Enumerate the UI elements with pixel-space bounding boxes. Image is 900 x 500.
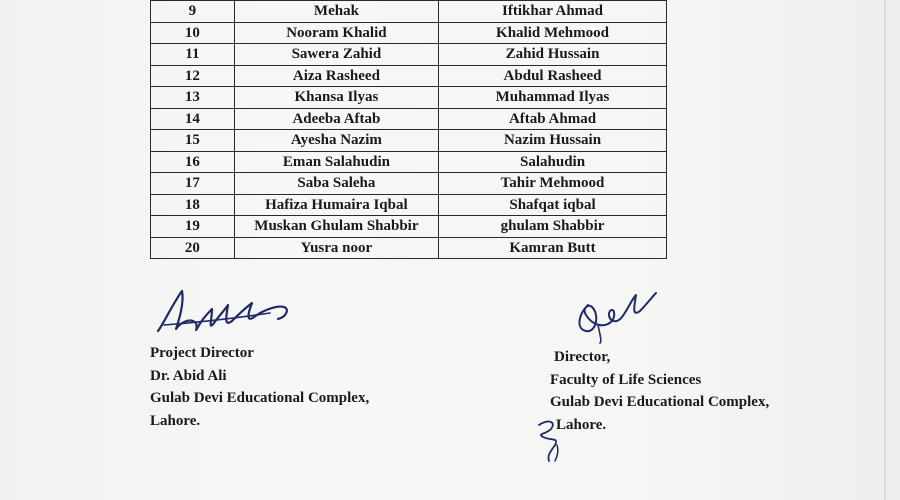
serial-number-cell: 17: [151, 173, 235, 195]
student-name-cell: Hafiza Humaira Iqbal: [234, 194, 438, 216]
student-name-cell: Aiza Rasheed: [234, 65, 438, 87]
father-name-cell: Salahudin: [439, 151, 667, 173]
father-name-cell: Kamran Butt: [439, 237, 667, 259]
project-director-block: [150, 342, 369, 432]
father-name-cell: Abdul Rasheed: [439, 65, 667, 87]
table-row: [151, 173, 667, 195]
table-row: [151, 151, 667, 173]
table-row: [151, 108, 667, 130]
father-name-cell: Khalid Mehmood: [439, 22, 667, 44]
director-block: [550, 346, 769, 436]
director-signature: [570, 285, 670, 345]
director-org: Gulab Devi Educational Complex,: [550, 394, 770, 410]
director-city: Lahore.: [556, 416, 607, 433]
table-row: [151, 65, 667, 87]
project-director-signature: [150, 283, 320, 345]
serial-number-cell: 16: [151, 151, 235, 173]
director-dept: Faculty of Life Sciences: [550, 371, 702, 388]
student-name-cell: Adeeba Aftab: [234, 108, 438, 130]
table-row: [151, 22, 667, 44]
director-title: Director,: [554, 349, 611, 365]
serial-number-cell: 15: [151, 130, 235, 152]
table-row: [151, 237, 667, 259]
student-name-cell: Eman Salahudin: [234, 151, 438, 173]
serial-number-cell: 9: [151, 1, 235, 23]
student-table-body: [151, 1, 667, 259]
father-name-cell: Aftab Ahmad: [439, 108, 667, 130]
serial-number-cell: 12: [151, 65, 235, 87]
project-director-name: Dr. Abid Ali: [150, 367, 227, 384]
student-name-cell: Saba Saleha: [234, 173, 438, 195]
serial-number-cell: 10: [151, 22, 235, 44]
student-name-cell: Mehak: [234, 1, 438, 23]
student-name-cell: Yusra noor: [234, 237, 438, 259]
project-director-title: Project Director: [150, 345, 254, 361]
table-row: [151, 216, 667, 238]
father-name-cell: Iftikhar Ahmad: [439, 1, 667, 23]
student-name-cell: Ayesha Nazim: [234, 130, 438, 152]
project-director-city: Lahore.: [150, 412, 201, 429]
student-name-cell: Khansa Ilyas: [234, 87, 438, 109]
student-name-cell: Muskan Ghulam Shabbir: [234, 216, 438, 238]
father-name-cell: ghulam Shabbir: [439, 216, 667, 238]
serial-number-cell: 19: [151, 216, 235, 238]
father-name-cell: Zahid Hussain: [439, 44, 667, 66]
serial-number-cell: 18: [151, 194, 235, 216]
serial-number-cell: 11: [151, 44, 235, 66]
father-name-cell: Muhammad Ilyas: [439, 87, 667, 109]
student-table: [150, 0, 667, 259]
table-row: [151, 194, 667, 216]
father-name-cell: Tahir Mehmood: [439, 173, 667, 195]
page-edge: [884, 0, 886, 500]
student-name-cell: Nooram Khalid: [234, 22, 438, 44]
serial-number-cell: 13: [151, 87, 235, 109]
table-row: [151, 44, 667, 66]
table-row: [151, 130, 667, 152]
father-name-cell: Shafqat iqbal: [439, 194, 667, 216]
table-row: [151, 87, 667, 109]
father-name-cell: Nazim Hussain: [439, 130, 667, 152]
serial-number-cell: 20: [151, 237, 235, 259]
table-row: [151, 1, 667, 23]
student-name-cell: Sawera Zahid: [234, 44, 438, 66]
project-director-org: Gulab Devi Educational Complex,: [150, 390, 370, 406]
serial-number-cell: 14: [151, 108, 235, 130]
